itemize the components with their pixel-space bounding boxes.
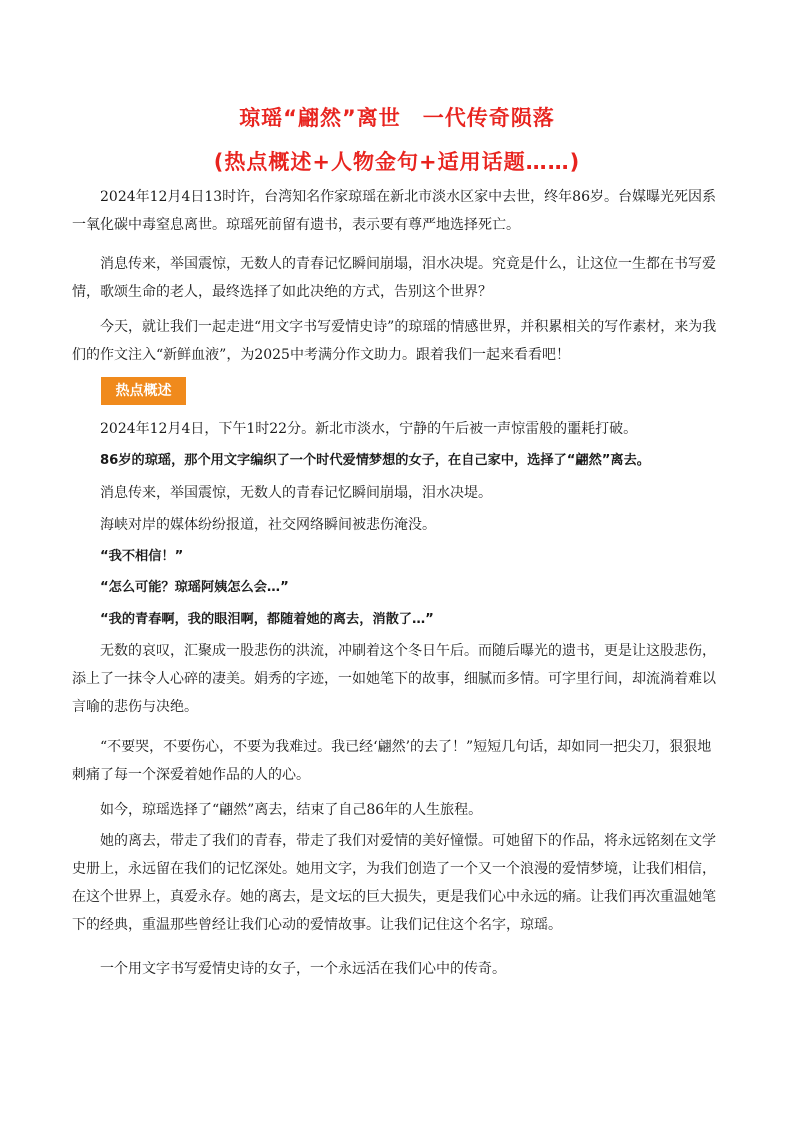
page-subtitle: (热点概述+人物金句+适用话题……) <box>213 150 581 174</box>
body-paragraph: 无数的哀叹，汇聚成一股悲伤的洪流，冲刷着这个冬日午后。而随后曝光的遗书，更是让这股悲伤，添上了一抹令人心碎的凄美。娟秀的字迹，一如她笔下的故事，细腻而多情。可字里行间，却流淌着难以言喻的悲伤与决绝。 <box>72 643 716 715</box>
intro-paragraph: 今天，就让我们一起走进“用文字书写爱情史诗”的琼瑶的情感世界，并积累相关的写作素材，来为我们的作文注入“新鲜血液”，为2025中考满分作文助力。跟着我们一起来看看吧！ <box>72 319 717 363</box>
quote-line: “怎么可能？琼瑶阿姨怎么会…” <box>100 580 289 595</box>
intro-paragraph: 消息传来，举国震惊，无数人的青春记忆瞬间崩塌，泪水决堤。究竟是什么，让这位一生都在书写爱情，歌颂生命的老人，最终选择了如此决绝的方式，告别这个世界？ <box>72 256 716 300</box>
body-paragraph: 海峡对岸的媒体纷纷报道，社交网络瞬间被悲伤淹没。 <box>100 517 436 533</box>
page-title: 琼瑶“翩然”离世 一代传奇陨落 <box>239 106 555 130</box>
body-paragraph: 2024年12月4日，下午1时22分。新北市淡水，宁静的午后被一声惊雷般的噩耗打破。 <box>100 421 638 437</box>
intro-paragraph: 2024年12月4日13时许，台湾知名作家琼瑶在新北市淡水区家中去世，终年86岁。台媒曝光死因系一氧化碳中毒窒息离世。琼瑶死前留有遗书，表示要有尊严地选择死亡。 <box>72 189 716 233</box>
body-paragraph: 如今，琼瑶选择了“翩然”离去，结束了自己86年的人生旅程。 <box>100 802 483 818</box>
body-paragraph: 消息传来，举国震惊，无数人的青春记忆瞬间崩塌，泪水决堤。 <box>100 485 492 501</box>
body-paragraph: 一个用文字书写爱情史诗的女子，一个永远活在我们心中的传奇。 <box>100 961 506 977</box>
body-paragraph: 她的离去，带走了我们的青春，带走了我们对爱情的美好憧憬。可她留下的作品，将永远铭刻在文学史册上，永远留在我们的记忆深处。她用文字，为我们创造了一个又一个浪漫的爱情梦境，让我们相信，在这个世界上，真爱永存。她的离去，是文坛的巨大损失，更是我们心中永远的痛。让我们再次重温她笔下的经典，重温那些曾经让我们心动的爱情故事。让我们记住这个名字，琼瑶。 <box>72 833 716 933</box>
body-paragraph-bold: 86岁的琼瑶，那个用文字编织了一个时代爱情梦想的女子，在自己家中，选择了“翩然”离去。 <box>100 453 650 468</box>
section-tag: 热点概述 <box>101 377 186 405</box>
body-paragraph: “不要哭，不要伤心，不要为我难过。我已经‘翩然’的去了！”短短几句话，却如同一把尖刀，狠狠地刺痛了每一个深爱着她作品的人的心。 <box>72 739 712 783</box>
quote-line: “我的青春啊，我的眼泪啊，都随着她的离去，消散了…” <box>100 612 434 627</box>
quote-line: “我不相信！” <box>100 549 184 564</box>
